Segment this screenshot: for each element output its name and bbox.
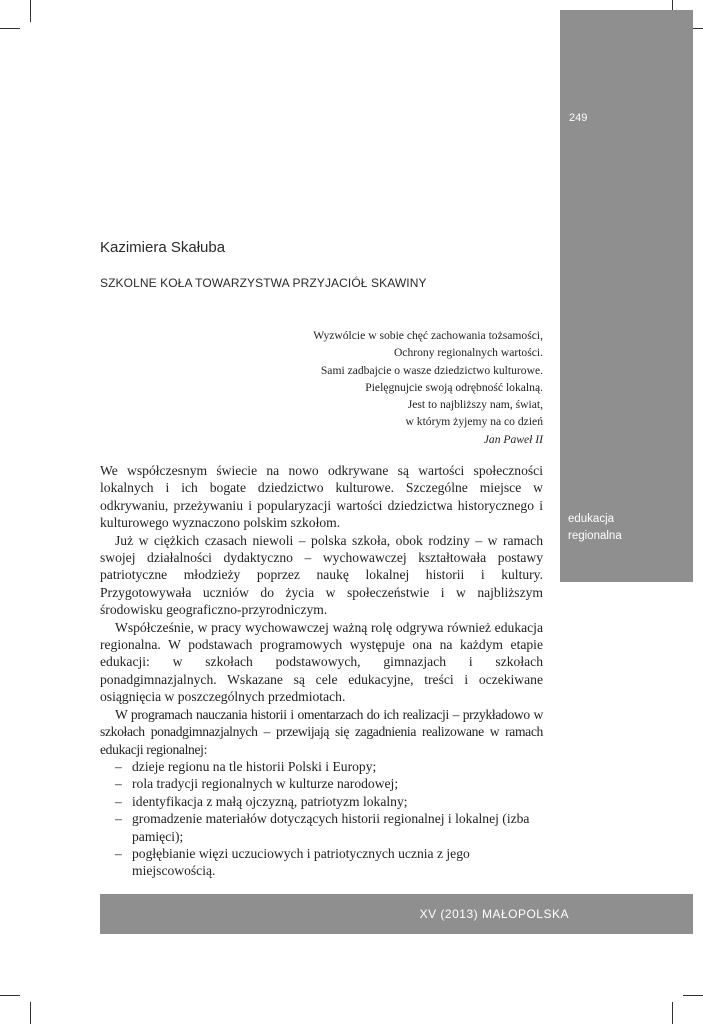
side-band: [560, 10, 693, 582]
list-item-text: identyfikacja z małą ojczyzną, patriotyzm lokalny;: [132, 793, 408, 809]
epigraph-line: Pielęgnujcie swoją odrębność lokalną.: [365, 380, 543, 394]
list-bullet: –: [115, 793, 122, 809]
footer-band: [100, 894, 693, 934]
page-number: 249: [569, 112, 588, 124]
list-bullet: –: [115, 845, 122, 861]
crop-mark: [30, 1002, 31, 1024]
crop-mark: [0, 995, 20, 996]
article-author: Kazimiera Skałuba: [100, 239, 226, 256]
journal-footer: XV (2013) MAŁOPOLSKA: [419, 907, 569, 921]
list-item-text: gromadzenie materiałów dotyczących historii regionalnej i lokalnej (izba pamięci);: [132, 811, 530, 844]
epigraph-attribution: Jan Paweł II: [483, 432, 543, 446]
body-paragraph: W programach nauczania historii i omentarzach do ich realizacji – przykładowo w szkołach ponadgimnazjalnych – przewijają się zagadnienia realizowane w ramach edukacji regionalnej:: [100, 706, 543, 757]
topic-list: [100, 758, 543, 880]
crop-mark: [672, 1002, 673, 1024]
list-item: [100, 758, 543, 775]
section-label-line: edukacja: [568, 513, 615, 525]
epigraph: [243, 327, 543, 448]
list-item-text: pogłębianie więzi uczuciowych i patriotycznych ucznia z jego miejscowością.: [132, 845, 470, 879]
crop-mark: [30, 0, 31, 22]
crop-mark: [0, 28, 20, 29]
list-item-text: dzieje regionu na tle historii Polski i Europy;: [132, 758, 377, 774]
article-title: SZKOLNE KOŁA TOWARZYSTWA PRZYJACIÓŁ SKAWINY: [100, 276, 427, 290]
list-bullet: –: [115, 811, 122, 827]
body-paragraph: We współczesnym świecie na nowo odkrywane są wartości społeczności lokalnych i ich bogate dziedzictwo kulturowe. Szczególne miejsce w odkrywaniu, przeżywaniu i popularyzacji wartości dziedzictwa historycznego i kulturowego wyznaczono polskim szkołom.: [100, 463, 543, 531]
list-item: [100, 845, 543, 880]
list-item-text: rola tradycji regionalnych w kulturze narodowej;: [132, 776, 399, 792]
body-paragraph: Już w ciężkich czasach niewoli – polska szkoła, obok rodziny – w ramach swojej działalności dydaktyczno – wychowawczej kształtowała postawy patriotyczne młodzieży poprzez naukę lokalnej historii i kultury. Przygotowywała uczniów do życia w społeczeństwie i w najbliższym środowisku geograficzno-przyrodniczym.: [100, 532, 543, 618]
epigraph-line: Jest to najbliższy nam, świat,: [407, 398, 543, 412]
body-paragraph: Współcześnie, w pracy wychowawczej ważną rolę odgrywa również edukacja regionalna. W podstawach programowych występuje ona na każdym etapie edukacji: w szkołach podstawowych, gimnazjach i szkołach ponadgimnazjalnych. Wskazane są cele edukacyjne, treści i oczekiwane osiągnięcia w poszczególnych przedmiotach.: [100, 619, 543, 705]
crop-mark: [683, 995, 703, 996]
epigraph-line: Ochrony regionalnych wartości.: [393, 346, 543, 360]
list-item: [100, 793, 543, 810]
list-bullet: –: [115, 758, 122, 774]
list-item: [100, 775, 543, 792]
epigraph-line: w którym żyjemy na co dzień: [405, 415, 543, 429]
section-label: [568, 511, 622, 545]
list-item: [100, 810, 543, 845]
article-body: [100, 462, 543, 880]
epigraph-line: Sami zadbajcie o wasze dziedzictwo kulturowe.: [320, 363, 543, 377]
epigraph-line: Wyzwólcie w sobie chęć zachowania tożsamości,: [313, 329, 543, 342]
list-bullet: –: [115, 776, 122, 792]
section-label-line: regionalna: [568, 530, 622, 542]
